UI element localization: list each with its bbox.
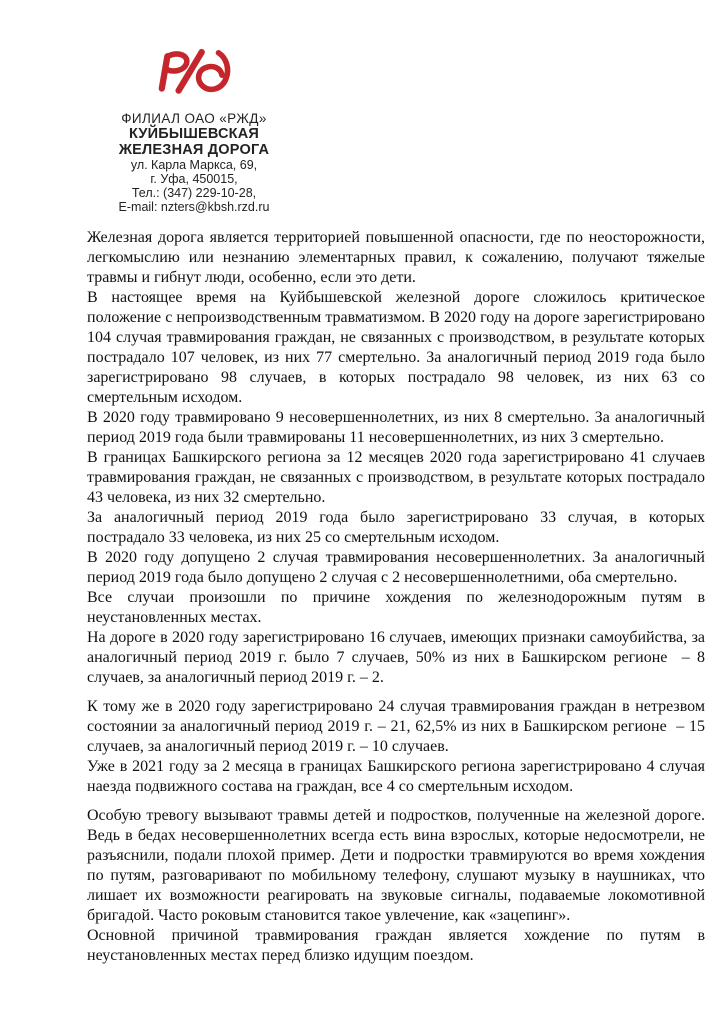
paragraph: В настоящее время на Куйбышевской железной дороге сложилось критическое положение с непроизводственным травматизмом. В 2020 году на дороге зарегистрировано 104 случая травмирования граждан, не связанных с производством, в результате которых пострадало 107 человек, из них 77 смертельно. За аналогичный период 2019 года было зарегистрировано 98 случаев, в которых пострадало 98 человек, из них 63 со смертельным исходом.	[87, 289, 705, 406]
letterhead	[88, 48, 300, 214]
rzd-logo-icon	[152, 48, 236, 94]
letterhead-org-line3: ЖЕЛЕЗНАЯ ДОРОГА	[118, 141, 270, 158]
paragraph: Уже в 2021 году за 2 месяца в границах Башкирского региона зарегистрировано 4 случая наезда подвижного состава на граждан, все 4 со смертельным исходом.	[87, 758, 705, 795]
paragraph: Особую тревогу вызывают травмы детей и подростков, полученные на железной дороге. Ведь в бедах несовершеннолетних всегда есть вина взрослых, которые недосмотрели, не разъяснили, подали плохой пример. Дети и подростки травмируются во время хождения по путям, разговаривают по мобильному телефону, слушают музыку в наушниках, что лишает их возможности реагировать на звуковые сигналы, подаваемые локомотивной бригадой. Часто роковым становится такое увлечение, как «зацепинг».	[87, 807, 705, 924]
letterhead-phone: Тел.: (347) 229-10-28,	[131, 186, 257, 200]
paragraph: На дороге в 2020 году зарегистрировано 16 случаев, имеющих признаки самоубийства, за аналогичный период 2019 г. было 7 случаев, 50% из них в Башкирском регионе – 8 случаев, за аналогичный период 2019 г. – 2.	[87, 629, 705, 686]
paragraph: Все случаи произошли по причине хождения по железнодорожным путям в неустановленных местах.	[87, 589, 705, 626]
paragraph: В 2020 году допущено 2 случая травмирования несовершеннолетних. За аналогичный период 2019 года было допущено 2 случая с 2 несовершеннолетними, оба смертельно.	[87, 549, 705, 586]
letterhead-address-street: ул. Карла Маркса, 69,	[130, 158, 258, 172]
paragraph: За аналогичный период 2019 года было зарегистрировано 33 случая, в которых пострадало 33 человека, из них 25 со смертельным исходом.	[87, 509, 705, 546]
letter-body	[87, 228, 705, 966]
paragraph: К тому же в 2020 году зарегистрировано 24 случая травмирования граждан в нетрезвом состоянии за аналогичный период 2019 г. – 21, 62,5% из них в Башкирском регионе – 15 случаев, за аналогичный период 2019 г. – 10 случаев.	[87, 698, 705, 755]
letterhead-org-line2: КУЙБЫШЕВСКАЯ	[128, 126, 260, 142]
paragraph: Железная дорога является территорией повышенной опасности, где по неосторожности, легкомыслию или незнанию элементарных правил, к сожалению, получают тяжелые травмы и гибнут люди, особенно, если это дети.	[87, 229, 705, 286]
paragraph: В 2020 году травмировано 9 несовершеннолетних, из них 8 смертельно. За аналогичный период 2019 года были травмированы 11 несовершеннолетних, из них 3 смертельно.	[87, 409, 705, 446]
letterhead-org-line1: ФИЛИАЛ ОАО «РЖД»	[121, 111, 267, 126]
paragraph: В границах Башкирского региона за 12 месяцев 2020 года зарегистрировано 41 случаев травмирования граждан, не связанных с производством, в результате которых пострадало 43 человека, из них 32 смертельно.	[87, 449, 705, 506]
paragraph: Основной причиной травмирования граждан является хождение по путям в неустановленных местах перед близко идущим поездом.	[87, 927, 705, 964]
letterhead-address-city: г. Уфа, 450015,	[150, 172, 238, 186]
letterhead-email: E-mail: nzters@kbsh.rzd.ru	[118, 200, 270, 214]
